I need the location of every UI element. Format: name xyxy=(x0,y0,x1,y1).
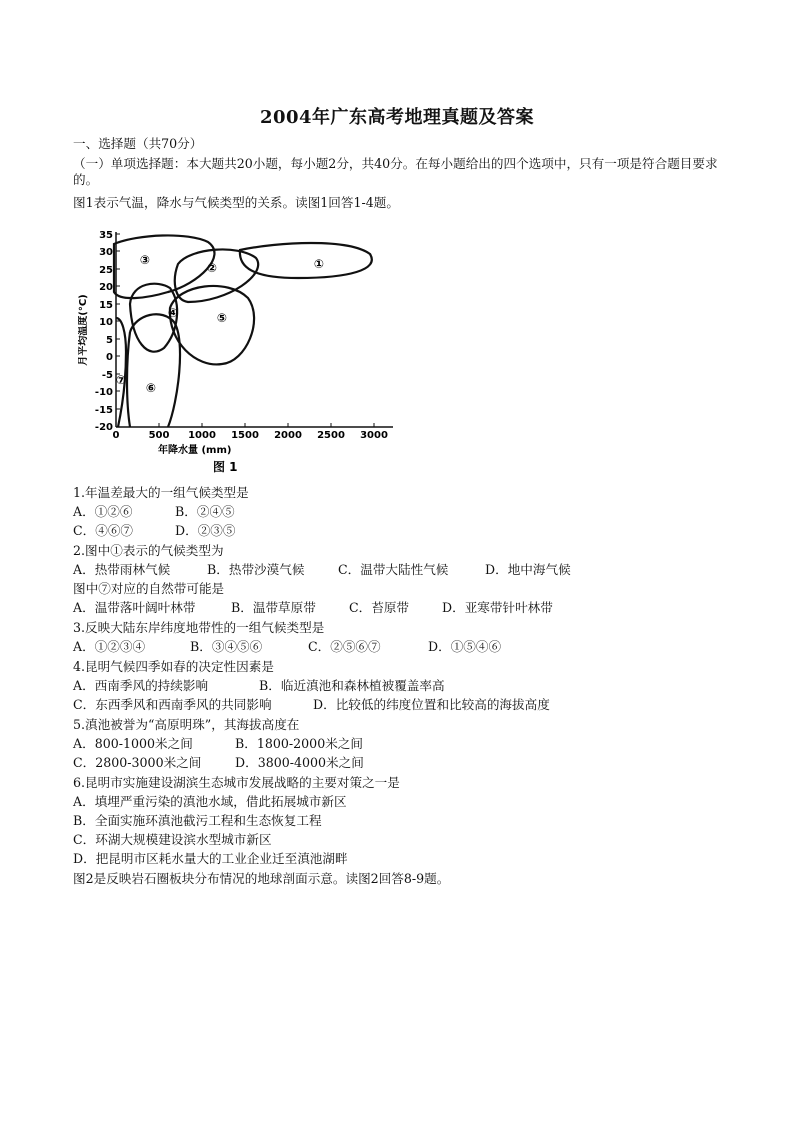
page-title: 2004年广东高考地理真题及答案 xyxy=(259,107,535,128)
question-4-stem: 4.昆明气候四季如春的决定性因素是 xyxy=(73,659,274,674)
question-6-option-a: A．填埋严重污染的滇池水域，借此拓展城市新区 xyxy=(73,794,347,809)
option: D．比较低的纬度位置和比较高的海拔高度 xyxy=(313,697,550,712)
figure1-xlabel: 年降水量 (mm) xyxy=(158,445,232,456)
xtick: 500 xyxy=(148,430,170,441)
question-5-options-row2 xyxy=(73,755,364,771)
option: C．苔原带 xyxy=(349,600,410,615)
option: A．①②③④ xyxy=(73,639,146,654)
option: B．热带沙漠气候 xyxy=(207,562,305,577)
option: D．地中海气候 xyxy=(485,562,571,577)
intro-figure2: 图2是反映岩石圈板块分布情况的地球剖面示意。读图2回答8-9题。 xyxy=(73,871,450,886)
region-5-marker: ⑤ xyxy=(216,311,228,325)
question-6-option-c: C．环湖大规模建设滨水型城市新区 xyxy=(73,832,272,847)
option: C．东西季风和西南季风的共同影响 xyxy=(73,697,272,712)
option: A．①②⑥ xyxy=(73,504,133,519)
option: C．④⑥⑦ xyxy=(73,523,134,538)
instructions: （一）单项选择题：本大题共20小题，每小题2分，共40分。在每小题给出的四个选项中，只有一项是符合题目要求的。 xyxy=(73,156,718,187)
region-7-marker: ⑦ xyxy=(115,373,127,387)
question-1-options-row2 xyxy=(73,523,235,539)
option: D．亚寒带针叶林带 xyxy=(442,600,553,615)
option: C．②⑤⑥⑦ xyxy=(308,639,381,654)
ytick: -15 xyxy=(94,405,113,416)
ytick: 20 xyxy=(99,282,113,293)
option: D．3800-4000米之间 xyxy=(235,755,364,770)
figure1-caption: 图 1 xyxy=(213,460,238,474)
option: B．1800-2000米之间 xyxy=(235,736,363,751)
question-2-stem: 2.图中①表示的气候类型为 xyxy=(73,543,224,558)
question-2-options xyxy=(73,562,571,578)
question-6-stem: 6.昆明市实施建设湖滨生态城市发展战略的主要对策之一是 xyxy=(73,775,400,790)
ytick: 10 xyxy=(99,317,113,328)
region-3-marker: ③ xyxy=(139,253,151,267)
option: A．西南季风的持续影响 xyxy=(73,678,209,693)
option: C．温带大陆性气候 xyxy=(338,562,449,577)
region-2-outline xyxy=(175,249,258,302)
question-5-stem: 5.滇池被誉为“高原明珠”，其海拔高度在 xyxy=(73,717,300,732)
figure1-ylabel: 月平均温度(°C) xyxy=(78,294,89,366)
question-2b-stem: 图中⑦对应的自然带可能是 xyxy=(73,581,225,596)
option: B．温带草原带 xyxy=(231,600,316,615)
option: B．③④⑤⑥ xyxy=(190,639,263,654)
region-3-outline xyxy=(114,235,214,298)
region-2-marker: ② xyxy=(206,261,218,275)
question-6-option-b: B．全面实施环滇池截污工程和生态恢复工程 xyxy=(73,813,322,828)
ytick: 0 xyxy=(106,352,113,363)
ytick: 30 xyxy=(99,247,113,258)
option: A．热带雨林气候 xyxy=(73,562,171,577)
ytick: -10 xyxy=(94,387,113,398)
question-1-options-row1 xyxy=(73,504,235,520)
question-4-options-row2 xyxy=(73,697,550,713)
xtick: 2000 xyxy=(274,430,302,441)
ytick: 35 xyxy=(99,230,113,241)
option: B．②④⑤ xyxy=(175,504,235,519)
question-3-options xyxy=(73,639,501,655)
option: C．2800-3000米之间 xyxy=(73,755,202,770)
figure-1 xyxy=(78,222,408,480)
region-4-marker: ④ xyxy=(167,306,179,320)
xtick: 3000 xyxy=(360,430,388,441)
option: B．临近滇池和森林植被覆盖率高 xyxy=(259,678,445,693)
region-6-marker: ⑥ xyxy=(145,381,157,395)
ytick: 25 xyxy=(99,265,113,276)
ytick: 15 xyxy=(99,300,113,311)
option: A．温带落叶阔叶林带 xyxy=(73,600,196,615)
xtick: 1000 xyxy=(188,430,216,441)
xtick: 1500 xyxy=(231,430,259,441)
section-heading: 一、选择题（共70分） xyxy=(73,136,203,151)
ytick: -20 xyxy=(94,422,113,433)
region-1-marker: ① xyxy=(313,257,325,271)
intro-figure1: 图1表示气温，降水与气候类型的关系。读图1回答1-4题。 xyxy=(73,195,399,210)
question-6-option-d: D．把昆明市区耗水量大的工业企业迁至滇池湖畔 xyxy=(73,851,348,866)
xtick: 2500 xyxy=(317,430,345,441)
region-1-outline xyxy=(240,243,372,278)
option: D．①⑤④⑥ xyxy=(428,639,502,654)
question-2b-options xyxy=(73,600,553,616)
xtick: 0 xyxy=(112,430,120,441)
question-5-options-row1 xyxy=(73,736,363,752)
question-4-options-row1 xyxy=(73,678,445,694)
ytick: -5 xyxy=(101,370,113,381)
option: A．800-1000米之间 xyxy=(73,736,193,751)
option: D．②③⑤ xyxy=(175,523,236,538)
question-1-stem: 1.年温差最大的一组气候类型是 xyxy=(73,485,249,500)
question-3-stem: 3.反映大陆东岸纬度地带性的一组气候类型是 xyxy=(73,620,325,635)
ytick: 5 xyxy=(106,335,113,346)
